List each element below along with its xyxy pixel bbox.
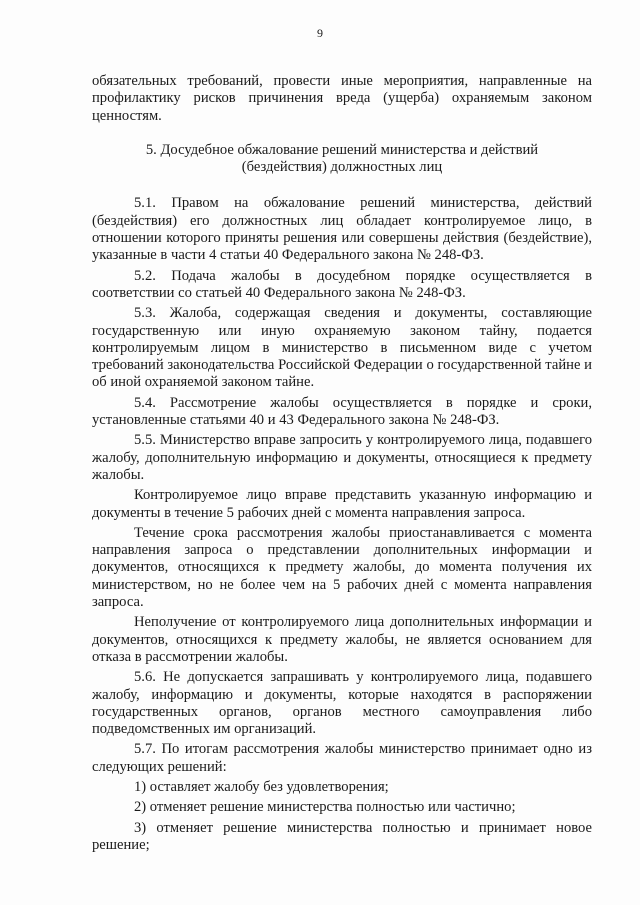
list-item-1: 1) оставляет жалобу без удовлетворения; — [134, 778, 389, 795]
paragraph-5-2: 5.2. Подача жалобы в досудебном порядке осуществляется в соответствии со статьей 40 Федерального закона № 248-ФЗ. — [92, 267, 592, 301]
paragraph-5-4: 5.4. Рассмотрение жалобы осуществляется в порядке и сроки, установленные статьями 40 и 43 Федерального закона № 248-ФЗ. — [92, 394, 592, 429]
paragraph-5-5-response: Контролируемое лицо вправе представить указанную информацию и документы в течение 5 рабочих дней с момента направления запроса. — [92, 487, 592, 521]
paragraph-5-3: 5.3. Жалоба, содержащая сведения и документы, составляющие государственную или иную охраняемую законом тайну, подается контролируемым лицом в министерство в письменном виде с учетом требований законодательства Российской Федерации о государственной тайне и об иной охраняемой законом тайне. — [92, 305, 592, 391]
intro-paragraph: обязательных требований, провести иные мероприятия, направленные на профилактику рисков причинения вреда (ущерба) охраняемым законом ценностям. — [92, 73, 592, 124]
document-body — [92, 73, 592, 854]
paragraph-5-5-suspension: Течение срока рассмотрения жалобы приостанавливается с момента направления запроса о представлении дополнительных информации и документов, относящихся к предмету жалобы, до момента получения их министерством, но не более чем на 5 рабочих дней с момента направления запроса. — [92, 524, 592, 611]
paragraph-5-6: 5.6. Не допускается запрашивать у контролируемого лица, подавшего жалобу, информацию и документы, которые находятся в распоряжении государственных органов, органов местного самоуправления либо подведомственных им организаций. — [92, 669, 592, 738]
list-item-2: 2) отменяет решение министерства полностью или частично; — [134, 799, 516, 816]
page-number: 9 — [317, 26, 323, 40]
paragraph-5-7: 5.7. По итогам рассмотрения жалобы министерство принимает одно из следующих решений: — [92, 741, 592, 775]
section-heading — [92, 142, 592, 177]
section-heading-line1: 5. Досудебное обжалование решений министерства и действий — [145, 141, 539, 158]
paragraph-5-1: 5.1. Правом на обжалование решений министерства, действий (бездействия) его должностных лиц обладает контролируемое лицо, в отношении которого приняты решения или совершены действия (бездействие), указанные в части 4 статьи 40 Федерального закона № 248-ФЗ. — [92, 195, 592, 264]
paragraph-5-5: 5.5. Министерство вправе запросить у контролируемого лица, подавшего жалобу, дополнительную информацию и документы, относящиеся к предмету жалобы. — [92, 432, 592, 483]
section-heading-line2: (бездействия) должностных лиц — [241, 159, 443, 176]
paragraph-5-5-nonreceipt: Неполучение от контролируемого лица дополнительных информации и документов, относящихся к предмету жалобы, не является основанием для отказа в рассмотрении жалобы. — [92, 614, 592, 665]
list-item-3: 3) отменяет решение министерства полностью и принимает новое решение; — [92, 819, 592, 853]
